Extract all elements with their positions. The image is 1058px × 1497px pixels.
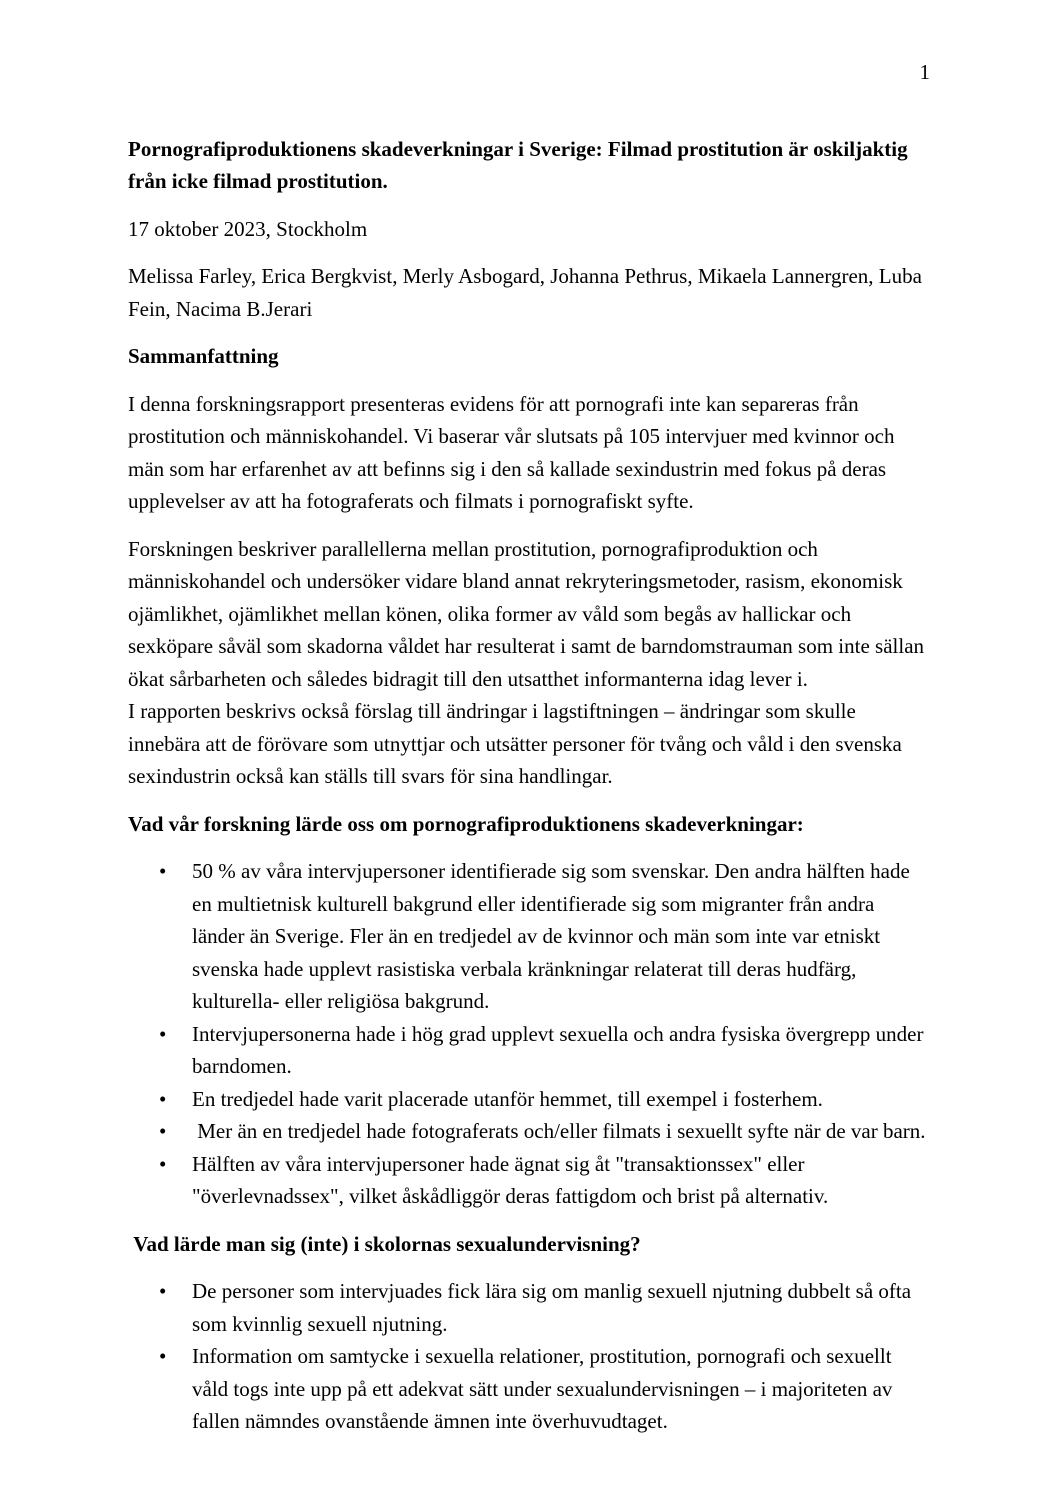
findings-bullet-item <box>159 1083 930 1116</box>
summary-paragraph-2a: Forskningen beskriver parallellerna mellan prostitution, pornografiproduktion och människohandel och undersöker vidare bland annat rekryteringsmetoder, rasism, ekonomisk ojämlikhet, ojämlikhet mellan könen, olika former av våld som begås av hallickar och sexköpare såväl som skadorna våldet har resulterat i samt de barndomstrauman som inte sällan ökat sårbarheten och således bidragit till den utsatthet informanterna idag lever i. <box>128 536 930 691</box>
bullet-icon: • <box>159 1279 167 1303</box>
section-heading-summary: Sammanfattning <box>128 344 279 368</box>
section-heading-school: Vad lärde man sig (inte) i skolornas sexualundervisning? <box>128 1231 641 1256</box>
bullet-icon: • <box>159 1086 167 1111</box>
findings-bullet-item <box>159 1115 930 1148</box>
findings-bullet-text: Mer än en tredjedel hade fotograferats och/eller filmats i sexuellt syfte när de var barn. <box>192 1119 926 1143</box>
findings-bullet-text: 50 % av våra intervjupersoner identifierade sig som svenskar. Den andra hälften hade en multietnisk kulturell bakgrund eller identifierade sig som migranter från andra länder än Sverige. Fler än en tredjedel av de kvinnor och män som inte var etniskt svenska hade upplevt rasistiska verbala kränkningar relaterat till deras hudfärg, kulturella- eller religiösa bakgrund. <box>192 859 916 1013</box>
bullet-icon: • <box>159 1344 167 1368</box>
bullet-icon: • <box>159 1151 167 1176</box>
page-number: 1 <box>919 60 930 84</box>
authors-line: Melissa Farley, Erica Bergkvist, Merly Asbogard, Johanna Pethrus, Mikaela Lannergren, Luba Fein, Nacima B.Jerari <box>128 264 928 321</box>
document-title: Pornografiproduktionens skadeverkningar i Sverige: Filmad prostitution är oskiljaktig från icke filmad prostitution. <box>128 136 913 193</box>
bullet-icon: • <box>159 859 167 883</box>
findings-bullet-text: Intervjupersonerna hade i hög grad upplevt sexuella och andra fysiska övergrepp under barndomen. <box>192 1021 929 1078</box>
findings-bullet-text: En tredjedel hade varit placerade utanför hemmet, till exempel i fosterhem. <box>192 1086 823 1111</box>
findings-bullet-text: Hälften av våra intervjupersoner hade ägnat sig åt "transaktionssex" eller "överlevnadssex", vilket åskådliggör deras fattigdom och brist på alternativ. <box>192 1151 829 1208</box>
summary-paragraph-1: I denna forskningsrapport presenteras evidens för att pornografi inte kan separeras från prostitution och människohandel. Vi baserar vår slutsats på 105 intervjuer med kvinnor och män som har erfarenhet av att befinns sig i den så kallade sexindustrin med fokus på deras upplevelser av att ha fotograferats och filmats i pornografiskt syfte. <box>128 391 900 513</box>
summary-paragraph-2 <box>128 533 930 793</box>
school-bullet-item <box>159 1340 930 1438</box>
findings-bullet-list <box>128 855 930 1213</box>
school-bullet-list <box>128 1275 930 1438</box>
bullet-icon: • <box>159 1021 167 1046</box>
section-heading-findings: Vad vår forskning lärde oss om pornografiproduktionens skadeverkningar: <box>128 811 804 836</box>
bullet-icon: • <box>159 1119 167 1143</box>
findings-bullet-item <box>159 1018 930 1083</box>
dateline: 17 oktober 2023, Stockholm <box>128 216 368 241</box>
findings-bullet-item <box>159 1148 930 1213</box>
school-bullet-item <box>159 1275 930 1340</box>
summary-paragraph-2b: I rapporten beskrivs också förslag till ändringar i lagstiftningen – ändringar som skulle innebära att de förövare som utnyttjar och utsätter personer för tvång och våld i den svenska sexindustrin också kan ställs till svars för sina handlingar. <box>128 699 908 788</box>
findings-bullet-item <box>159 855 930 1018</box>
school-bullet-text: Information om samtycke i sexuella relationer, prostitution, pornografi och sexuellt våld togs inte upp på ett adekvat sätt under sexualundervisningen – i majoriteten av fallen nämndes ovanstående ämnen inte överhuvudtaget. <box>192 1344 898 1433</box>
school-bullet-text: De personer som intervjuades fick lära sig om manlig sexuell njutning dubbelt så ofta som kvinnlig sexuell njutning. <box>192 1279 917 1336</box>
